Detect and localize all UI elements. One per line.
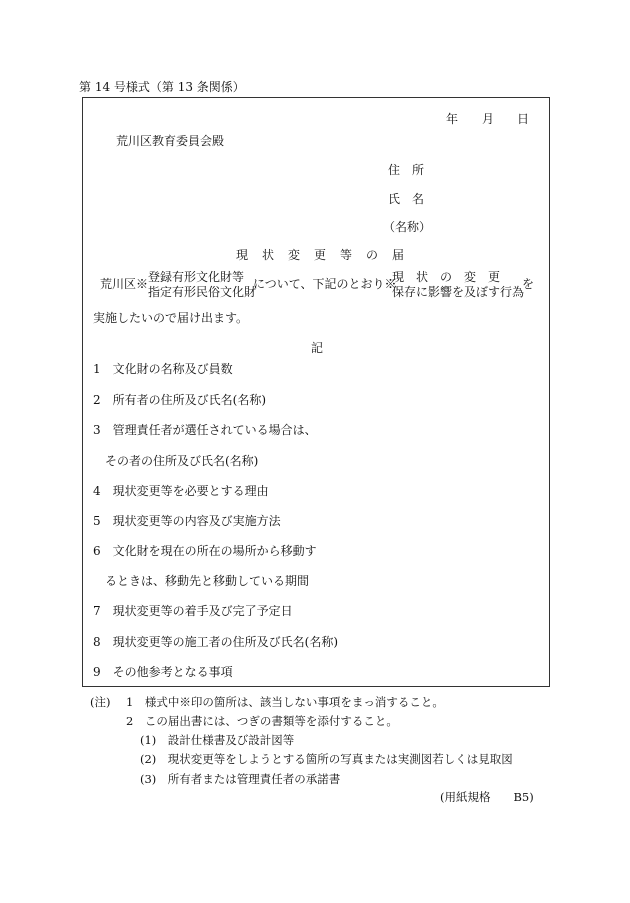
note-2-sub-1: (1) 設計仕様書及び設計図等: [140, 733, 295, 747]
category-option-registered: 登録有形文化財等: [148, 270, 245, 284]
category-option-designated: 指定有形民俗文化財: [148, 285, 257, 299]
addressee: 荒川区教育委員会殿: [116, 134, 225, 148]
item-7: 7 現状変更等の着手及び完了予定日: [93, 604, 293, 618]
body-suffix: を: [522, 277, 535, 291]
date-year-label: 年: [446, 112, 459, 126]
date-day-label: 日: [517, 112, 530, 126]
applicant-org-label: （名称）: [383, 220, 432, 234]
note-1: 1 様式中※印の箇所は、該当しない事項をまっ消すること。: [126, 695, 444, 709]
paper-size: (用紙規格 B5): [440, 790, 534, 804]
body-middle: について、下記のとおり※: [253, 277, 397, 291]
applicant-name-label: 氏 名: [388, 192, 425, 206]
item-5: 5 現状変更等の内容及び実施方法: [93, 514, 281, 528]
form-frame: [82, 97, 550, 687]
date-month-label: 月: [482, 112, 495, 126]
notes-label: (注): [90, 695, 111, 709]
action-options: [392, 270, 524, 300]
body-line-2: 実施したいので届け出ます。: [93, 311, 249, 325]
action-option-change: 現 状 の 変 更: [392, 270, 501, 284]
ki-heading: 記: [311, 341, 324, 355]
body-prefix: 荒川区※: [100, 277, 149, 291]
note-2-sub-2: (2) 現状変更等をしようとする箇所の写真または実測図若しくは見取図: [140, 752, 513, 766]
item-3: 3 管理責任者が選任されている場合は、: [93, 423, 317, 437]
item-6-cont: るときは、移動先と移動している期間: [105, 574, 310, 588]
note-2-sub-3: (3) 所有者または管理責任者の承諾書: [140, 772, 341, 786]
item-2: 2 所有者の住所及び氏名(名称): [93, 393, 266, 407]
item-3-cont: その者の住所及び氏名(名称): [105, 454, 259, 468]
applicant-address-label: 住 所: [388, 163, 425, 177]
category-options: [148, 270, 256, 300]
form-number: 第 14 号様式（第 13 条関係）: [79, 80, 245, 94]
item-4: 4 現状変更等を必要とする理由: [93, 484, 269, 498]
action-option-affect: 保存に影響を及ぼす行為: [392, 285, 525, 299]
note-2: 2 この届出書には、つぎの書類等を添付すること。: [126, 714, 398, 728]
item-1: 1 文化財の名称及び員数: [93, 362, 233, 376]
item-6: 6 文化財を現在の所在の場所から移動す: [93, 544, 317, 558]
item-9: 9 その他参考となる事項: [93, 665, 233, 679]
item-8: 8 現状変更等の施工者の住所及び氏名(名称): [93, 635, 338, 649]
document-title: 現状変更等の届: [236, 248, 419, 262]
